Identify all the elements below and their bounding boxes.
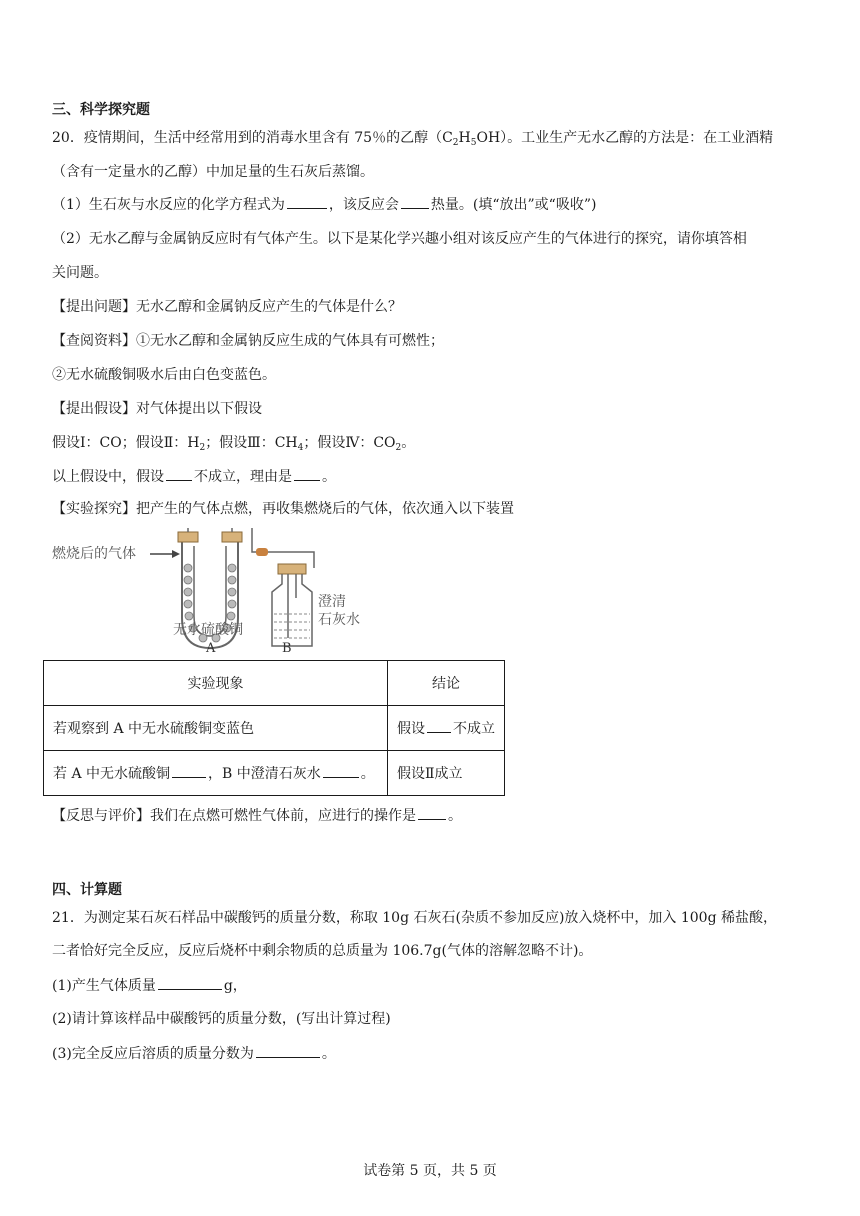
answer-blank[interactable]	[256, 1043, 320, 1058]
table-row	[44, 751, 505, 796]
raise-question: 【提出问题】无水乙醇和金属钠反应产生的气体是什么？	[52, 299, 402, 315]
row2-conclusion: 假设Ⅱ成立	[388, 751, 505, 796]
stopper-right	[222, 532, 242, 542]
limewater-label-2: 石灰水	[318, 612, 360, 628]
page-footer: 试卷第 5 页，共 5 页	[363, 1163, 497, 1179]
gas-washing-bottle	[272, 574, 312, 646]
hypothesis-question: 以上假设中，假设 不成立，理由是 。	[52, 466, 336, 487]
section-4-heading: 四、计算题	[52, 882, 122, 898]
rubber-joint	[256, 548, 268, 556]
reference-1: 【查阅资料】①无水乙醇和金属钠反应生成的气体具有可燃性；	[52, 333, 444, 349]
section-3-heading: 三、科学探究题	[52, 102, 150, 118]
gas-label: 燃烧后的气体	[52, 546, 136, 562]
answer-blank[interactable]	[294, 466, 320, 481]
row1-conclusion: 假设 不成立	[388, 706, 505, 751]
q21-part-3: (3)完全反应后溶质的质量分数为 。	[52, 1043, 336, 1064]
cuso4-label: 无水硫酸铜	[173, 622, 243, 638]
question-21-line-2: 二者恰好完全反应，反应后烧杯中剩余物质的总质量为 106.7g(气体的溶解忽略不计)。	[52, 943, 593, 959]
experiment-intro: 【实验探究】把产生的气体点燃，再收集燃烧后的气体，依次通入以下装置	[52, 501, 514, 517]
row1-phenomenon: 若观察到 A 中无水硫酸铜变蓝色	[44, 706, 388, 751]
apparatus-diagram	[52, 528, 372, 658]
arrow-head-icon	[172, 550, 180, 558]
header-conclusion: 结论	[388, 661, 505, 706]
table-header-row	[44, 661, 505, 706]
answer-blank[interactable]	[401, 194, 429, 209]
reference-2: ②无水硫酸铜吸水后由白色变蓝色。	[52, 367, 276, 383]
header-phenomenon: 实验现象	[44, 661, 388, 706]
reflection: 【反思与评价】我们在点燃可燃性气体前，应进行的操作是 。	[52, 805, 462, 826]
subquestion-2-line-1: （2）无水乙醇与金属钠反应时有气体产生。以下是某化学兴趣小组对该反应产生的气体进行的探究，请你填答相	[52, 231, 747, 247]
limewater-label-1: 澄清	[318, 594, 346, 610]
answer-blank[interactable]	[166, 466, 192, 481]
question-20-line-1: 20．疫情期间，生活中经常用到的消毒水里含有 75％的乙醇$(C_2H_5OH)$。工业生产无水乙醇的方法是：在工业酒精	[52, 130, 774, 148]
q21-part-1: (1)产生气体质量 g，	[52, 975, 247, 996]
stopper-left	[178, 532, 198, 542]
question-20-line-2: （含有一定量水的乙醇）中加足量的生石灰后蒸馏。	[52, 164, 374, 180]
row2-phenomenon: 若 A 中无水硫酸铜 ，B 中澄清石灰水 。	[44, 751, 388, 796]
bottle-stopper	[278, 564, 306, 574]
hypotheses: 假设Ⅰ：CO；假设Ⅱ：$H_2$；假设Ⅲ：$CH_4$；假设Ⅳ：$CO_2$。	[52, 435, 416, 453]
answer-blank[interactable]	[158, 975, 222, 990]
answer-blank[interactable]	[418, 805, 446, 820]
subquestion-2-line-2: 关问题。	[52, 265, 108, 281]
question-21-line-1: 21．为测定某石灰石样品中碳酸钙的质量分数，称取 10g 石灰石(杂质不参加反应)放入烧杯中，加入 100g 稀盐酸，	[52, 910, 777, 926]
subquestion-1: （1）生石灰与水反应的化学方程式为 ，该反应会 热量。(填“放出”或“吸收”)	[52, 194, 596, 215]
table-row	[44, 706, 505, 751]
label-a: A	[206, 641, 216, 656]
label-b: B	[282, 641, 292, 656]
answer-blank[interactable]	[323, 763, 359, 778]
q21-part-2: (2)请计算该样品中碳酸钙的质量分数，(写出计算过程)	[52, 1011, 391, 1027]
answer-blank[interactable]	[172, 763, 206, 778]
experiment-table	[43, 660, 505, 796]
limewater-level	[274, 614, 310, 638]
answer-blank[interactable]	[427, 718, 451, 733]
answer-blank[interactable]	[287, 194, 327, 209]
hypothesis-title: 【提出假设】对气体提出以下假设	[52, 401, 262, 417]
